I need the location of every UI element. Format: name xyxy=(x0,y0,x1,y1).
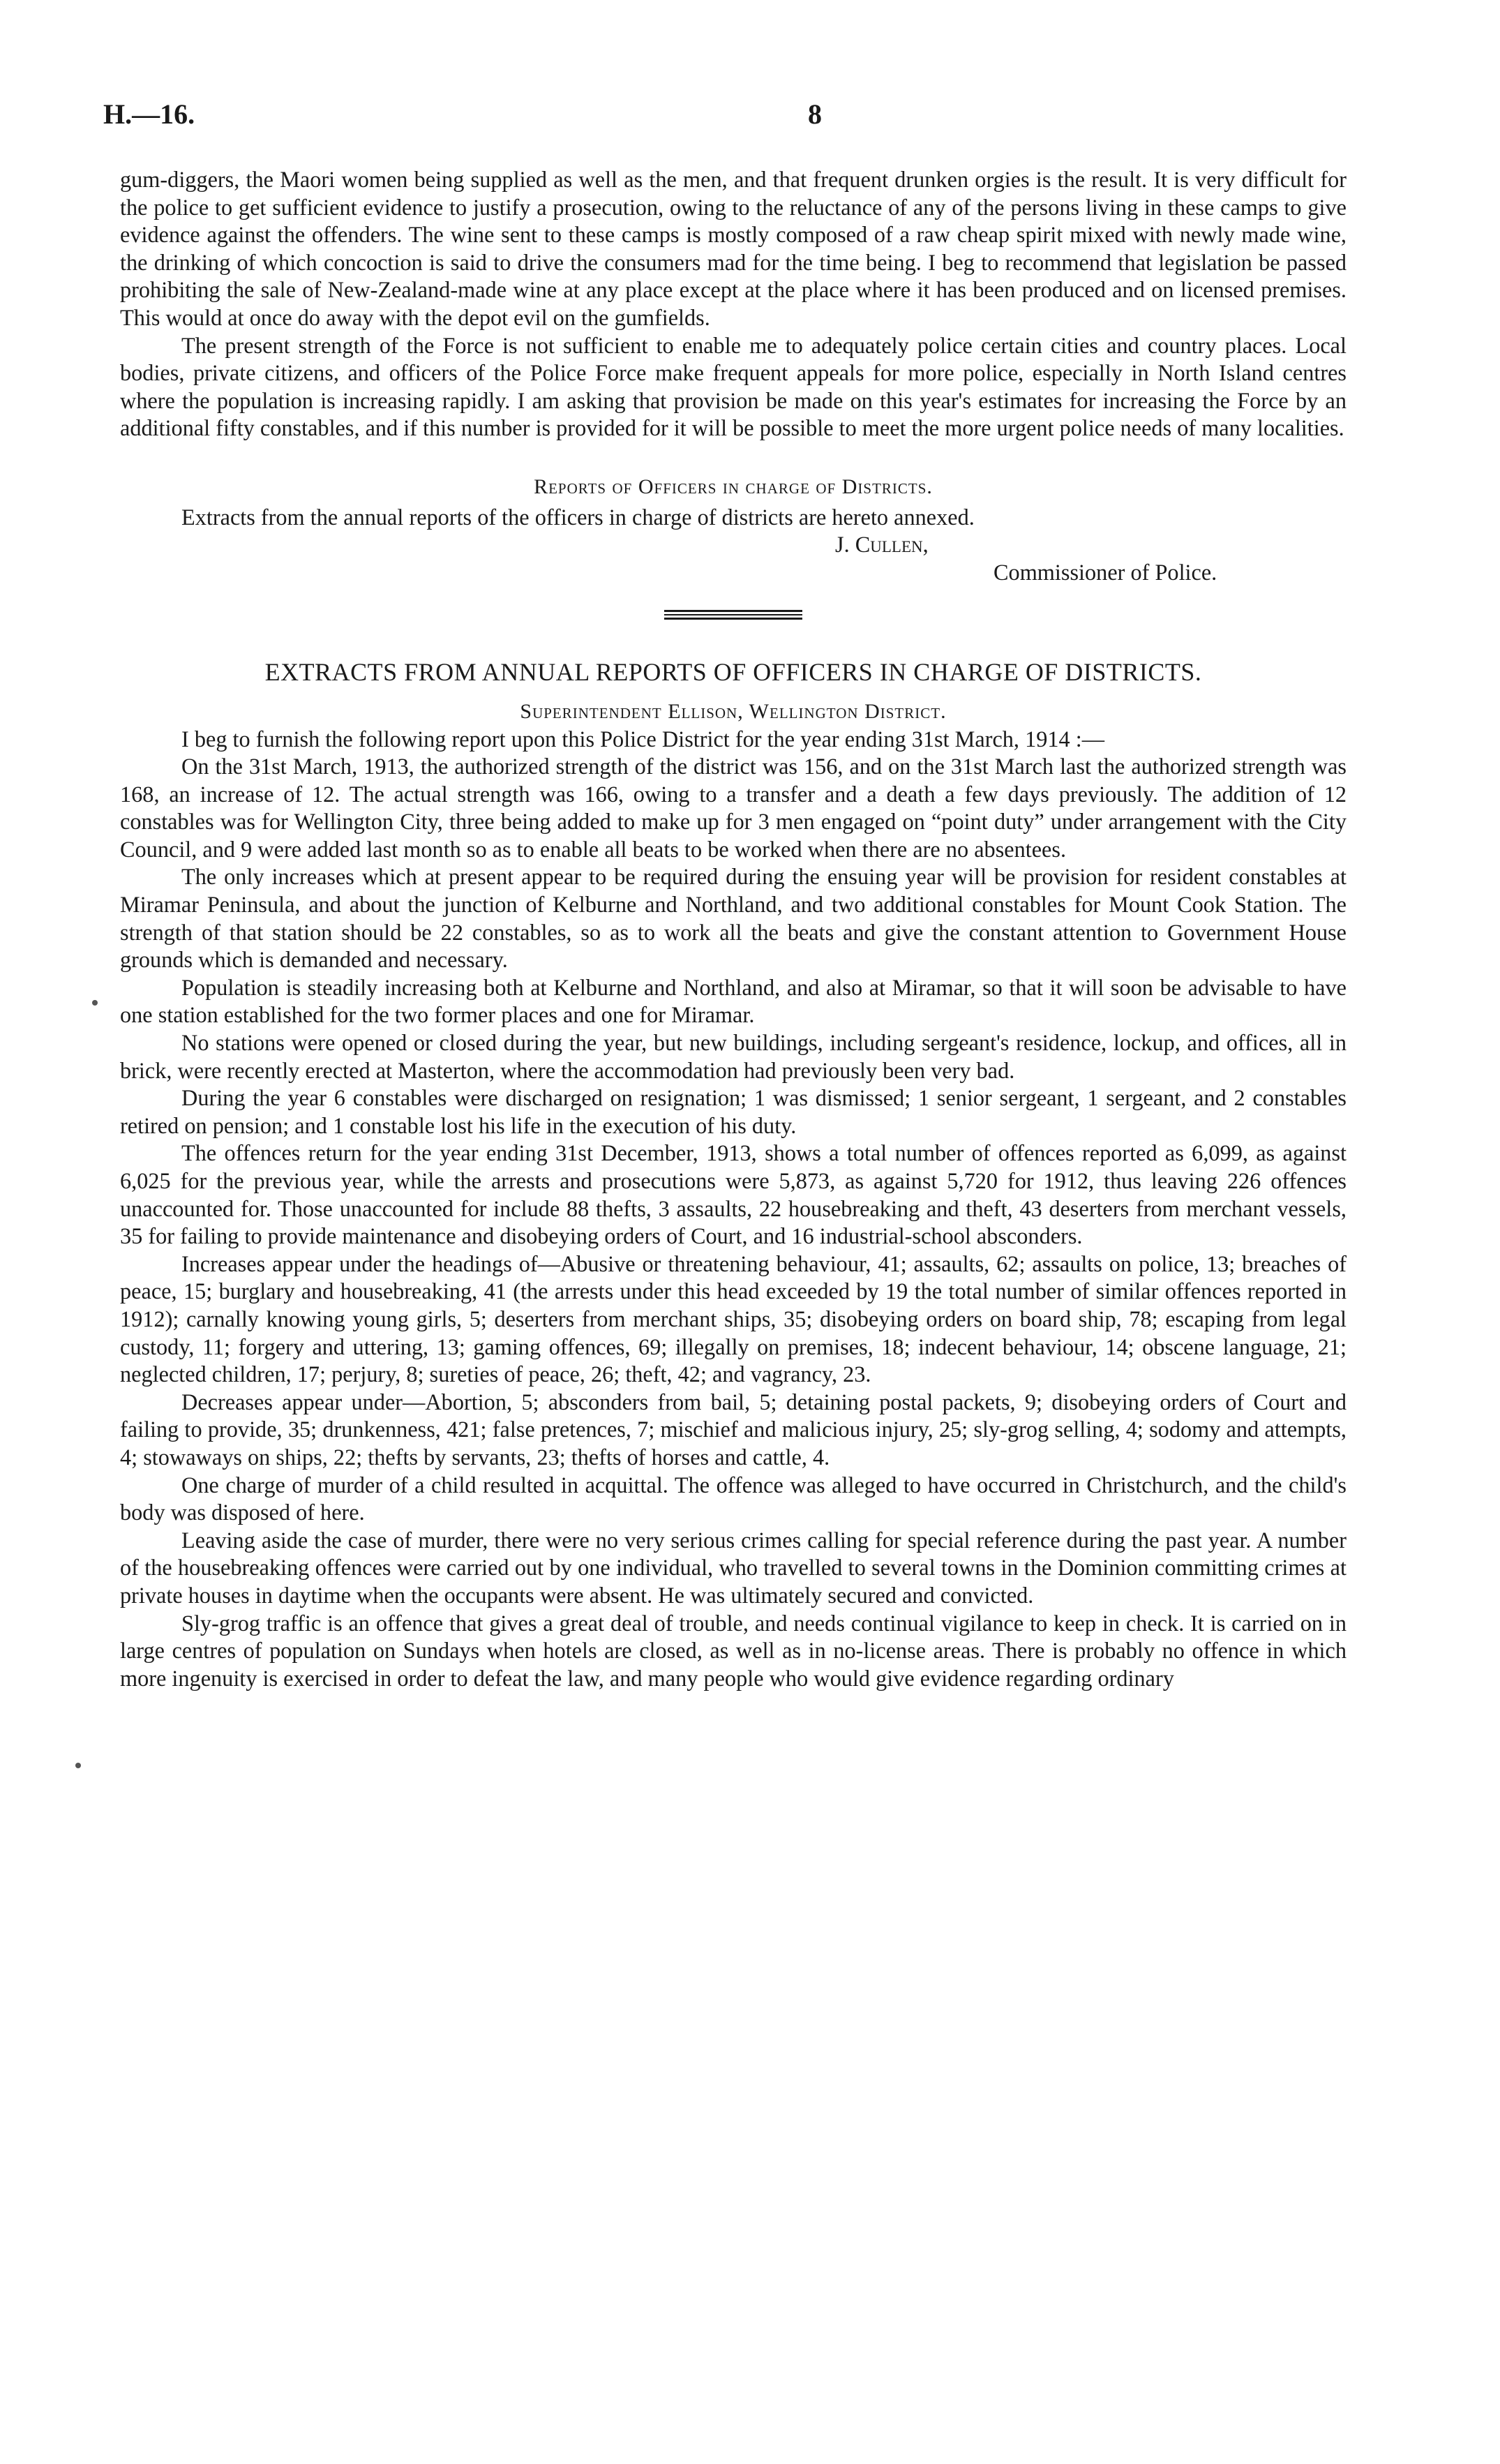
signature-name: J. Cullen, xyxy=(835,532,929,558)
district-subtitle: Superintendent Ellison, Wellington District. xyxy=(520,699,947,723)
paragraph: Population is steadily increasing both at Kelburne and Northland, and also at Miramar, so that it will soon be advisable to have one station established for the two former places and one for Miramar. xyxy=(120,974,1347,1028)
margin-dot-mark xyxy=(92,1000,98,1006)
margin-dot-mark xyxy=(75,1763,81,1768)
page-number: 8 xyxy=(808,98,822,130)
paragraph: One charge of murder of a child resulted in acquittal. The offence was alleged to have occurred in Christchurch, and the child's body was disposed of here. xyxy=(120,1472,1347,1525)
paragraph: Extracts from the annual reports of the officers in charge of districts are hereto annexed. xyxy=(181,504,975,530)
paragraph: The present strength of the Force is not sufficient to enable me to adequately police certain cities and country places. Local bodies, private citizens, and officers of the Police Force make frequent appeals for more police, especially in North Island centres where the population is increasing rapidly. I am asking that provision be made on this year's estimates for increasing the Force by an additional fifty constables, and if this number is provided for it will be possible to meet the more urgent police needs of many localities. xyxy=(120,332,1347,441)
paragraph: The offences return for the year ending 31st December, 1913, shows a total number of offences reported as 6,099, as against 6,025 for the previous year, while the arrests and prosecutions were 5,873, as against 5,720 for 1912, thus leaving 226 offences unaccounted for. Those unaccounted for include 88 thefts, 3 assaults, 22 housebreaking and theft, 43 deserters from merchant vessels, 35 for failing to provide maintenance and disobeying orders of Court, and 16 industrial-school absconders. xyxy=(120,1140,1347,1249)
paragraph: Sly-grog traffic is an offence that gives a great deal of trouble, and needs continual vigilance to keep in check. It is carried on in large centres of population on Sundays when hotels are closed, as well as in no-license areas. There is probably no offence in which more ingenuity is exercised in order to defeat the law, and many people who would give evidence regarding ordinary xyxy=(120,1610,1347,1691)
paragraph: No stations were opened or closed during the year, but new buildings, including sergeant's residence, lockup, and offices, all in brick, were recently erected at Masterton, where the accommodation had previously been very bad. xyxy=(120,1030,1347,1083)
signature-title: Commissioner of Police. xyxy=(993,559,1217,585)
paragraph: Leaving aside the case of murder, there were no very serious crimes calling for special reference during the past year. A number of the housebreaking offences were carried out by one individual, who travelled to several towns in the Dominion committing crimes at private houses in daytime when the occupants were absent. He was ultimately secured and convicted. xyxy=(120,1527,1347,1608)
paragraph: Increases appear under the headings of—Abusive or threatening behaviour, 41; assaults, 62; assaults on police, 13; breaches of peace, 15; burglary and housebreaking, 41 (the arrests under this head exceeded by 19 the total number of similar offences reported in 1912); carnally knowing young girls, 5; deserters from merchant ships, 35; disobeying orders on board ship, 78; escaping from legal custody, 11; forgery and uttering, 13; gaming offences, 69; illegally on premises, 18; indecent behaviour, 14; obscene language, 21; neglected children, 17; perjury, 8; sureties of peace, 26; theft, 42; and vagrancy, 23. xyxy=(120,1250,1347,1387)
document-body xyxy=(120,166,1347,1692)
paragraph: On the 31st March, 1913, the authorized strength of the district was 156, and on the 31st March last the authorized strength was 168, an increase of 12. The actual strength was 166, owing to a transfer and a death a few days previously. The addition of 12 constables was for Wellington City, three being added to make up for 3 men engaged on “point duty” under arrangement with the City Council, and 9 were added last month so as to enable all beats to be worked when there are no absentees. xyxy=(120,754,1347,862)
section-heading: Reports of Officers in charge of Districts. xyxy=(534,475,933,498)
document-reference: H.—16. xyxy=(103,98,195,130)
paragraph: I beg to furnish the following report upon this Police District for the year ending 31st March, 1914 :— xyxy=(181,726,1105,752)
page-header xyxy=(103,98,1401,140)
paragraph: The only increases which at present appear to be required during the ensuing year will be provision for resident constables at Miramar Peninsula, and about the junction of Kelburne and Northland, and two additional constables for Mount Cook Station. The strength of that station should be 22 constables, so as to work all the beats and give the constant attention to Government House grounds which is demanded and necessary. xyxy=(120,864,1347,973)
extracts-title: EXTRACTS FROM ANNUAL REPORTS OF OFFICERS IN CHARGE OF DISTRICTS. xyxy=(264,658,1202,687)
paragraph: gum-diggers, the Maori women being supplied as well as the men, and that frequent drunken orgies is the result. It is very difficult for the police to get sufficient evidence to justify a prosecution, owing to the reluctance of any of the persons living in these camps to give evidence against the offenders. The wine sent to these camps is mostly composed of a raw cheap spirit mixed with newly made wine, the drinking of which concoction is said to drive the consumers mad for the time being. I beg to recommend that legislation be passed prohibiting the sale of New-Zealand-made wine at any place except at the place where it has been produced and on licensed premises. This would at once do away with the depot evil on the gumfields. xyxy=(120,167,1347,330)
paragraph: During the year 6 constables were discharged on resignation; 1 was dismissed; 1 senior sergeant, 1 sergeant, and 2 constables retired on pension; and 1 constable lost his life in the execution of his duty. xyxy=(120,1085,1347,1138)
paragraph: Decreases appear under—Abortion, 5; absconders from bail, 5; detaining postal packets, 9; disobeying orders of Court and failing to provide, 35; drunkenness, 421; false pretences, 7; mischief and malicious injury, 25; sly-grog selling, 4; sodomy and attempts, 4; stowaways on ships, 22; thefts by servants, 23; thefts of horses and cattle, 4. xyxy=(120,1389,1347,1470)
section-divider xyxy=(664,610,802,620)
